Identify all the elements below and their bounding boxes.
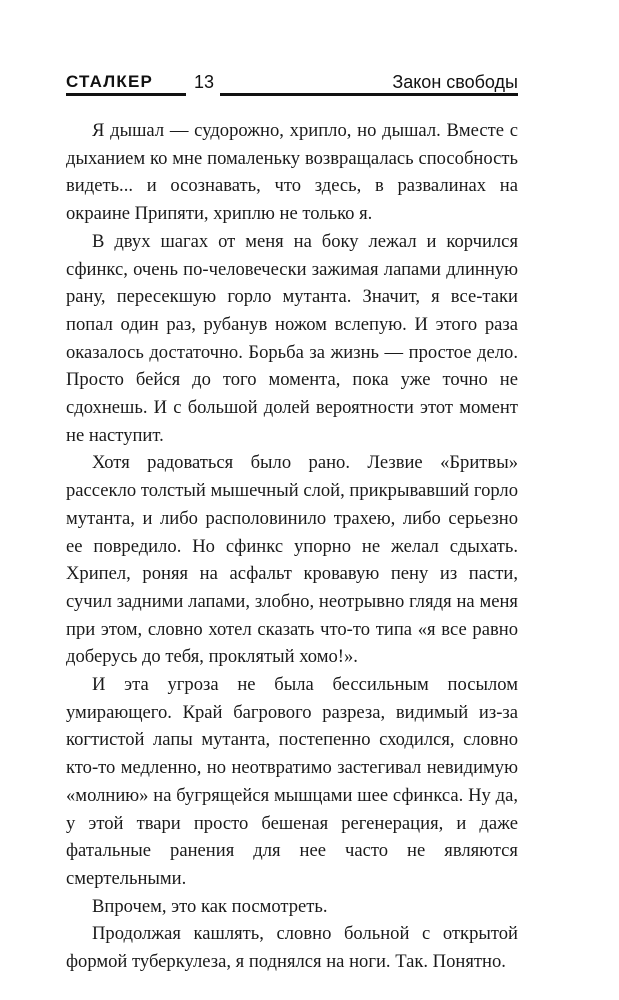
page-number: 13 xyxy=(194,72,215,92)
paragraph: Я дышал — судорожно, хрипло, но дышал. Вместе с дыханием ко мне помаленьку возвращалась способность видеть... и осознавать, что здесь, в развалинах на окраине Припяти, хриплю не только я. xyxy=(66,120,518,225)
book-title: Закон свободы xyxy=(392,72,518,92)
header-rule-left xyxy=(66,93,186,96)
running-head xyxy=(66,72,518,98)
body-text xyxy=(66,117,518,976)
paragraph: В двух шагах от меня на боку лежал и корчился сфинкс, очень по-человечески зажимая лапами длинную рану, пересекшую горло мутанта. Значит, я все-таки попал один раз, рубанув ножом вслепую. И этого раза оказалось достаточно. Борьба за жизнь — простое дело. Просто бейся до того момента, пока уже точно не сдохнешь. И с большой долей вероятности этот момент не наступит. xyxy=(66,230,518,446)
series-title: СТАЛКЕР xyxy=(66,72,154,91)
paragraph: Впрочем, это как посмотреть. xyxy=(92,895,328,917)
header-rule-right xyxy=(220,93,518,96)
paragraph: Хотя радоваться было рано. Лезвие «Бритвы» рассекло толстый мышечный слой, прикрывавший горло мутанта, и либо располовинило трахею, либо серьезно ее повредило. Но сфинкс упорно не желал сдыхать. Хрипел, роняя на асфальт кровавую пену из пасти, сучил задними лапами, злобно, неотрывно глядя на меня при этом, словно хотел сказать что-то типа «я все равно доберусь до тебя, проклятый хомо!». xyxy=(66,452,518,668)
paragraph: Продолжая кашлять, словно больной с открытой формой туберкулеза, я поднялся на ноги. Так. Понятно. xyxy=(66,923,518,973)
paragraph: И эта угроза не была бессильным посылом умирающего. Край багрового разреза, видимый из-за когтистой лапы мутанта, постепенно сходился, словно кто-то медленно, но неотвратимо застегивал невидимую «молнию» на бугрящейся мышцами шее сфинкса. Ну да, у этой твари просто бешеная регенерация, и даже фатальные ранения для нее часто не являются смертельными. xyxy=(66,674,518,889)
